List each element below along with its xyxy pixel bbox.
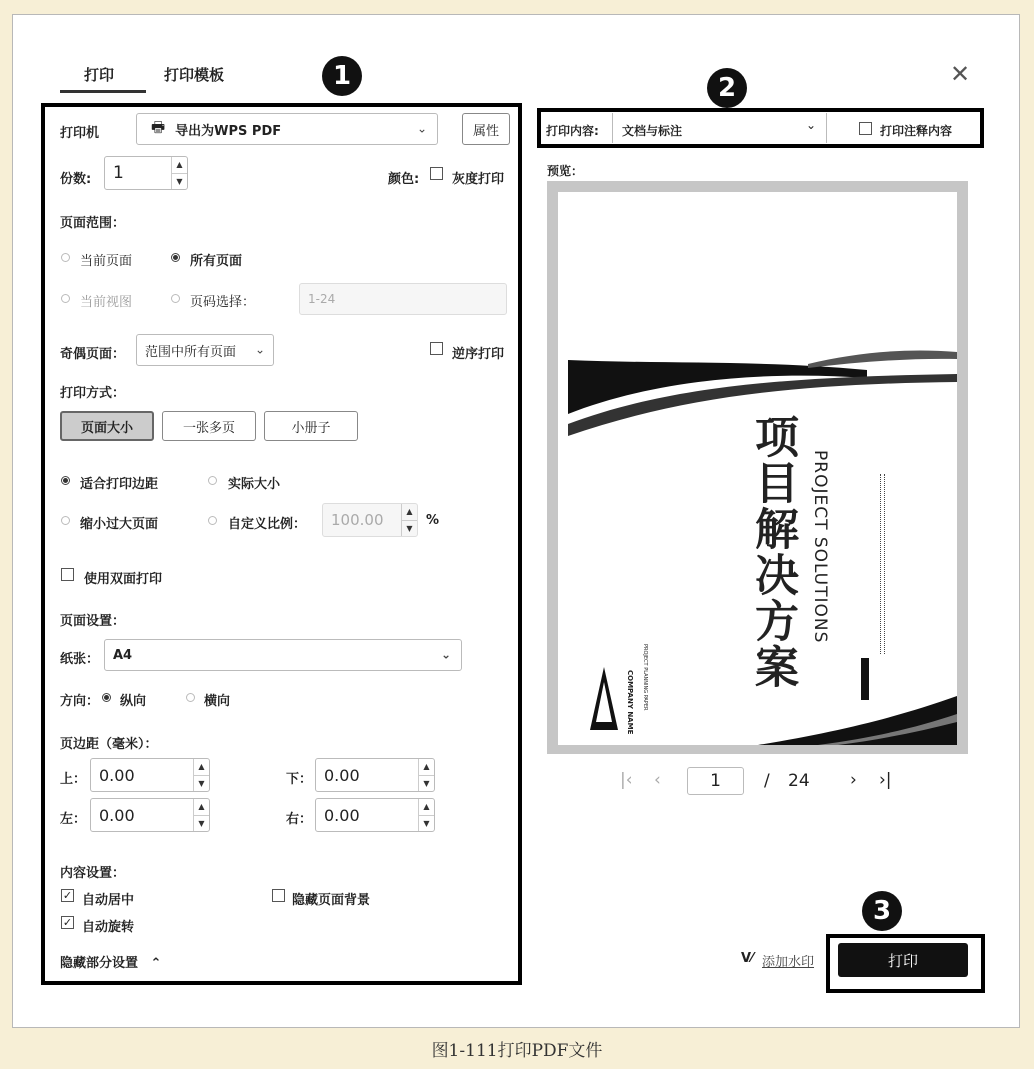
shrink-large-label: 缩小过大页面 — [80, 517, 159, 532]
paper-label: 纸张： — [60, 652, 100, 667]
settings-highlight-box — [41, 103, 522, 985]
fit-margins-label: 适合打印边距 — [80, 477, 159, 492]
margin-bottom-label: 下： — [286, 772, 313, 787]
multi-page-button[interactable]: 一张多页 — [162, 411, 256, 441]
add-watermark-link[interactable]: 添加水印 — [762, 955, 815, 970]
chevron-down-icon: ⌄ — [416, 121, 427, 136]
custom-scale-label: 自定义比例： — [228, 517, 307, 532]
margin-bottom-spin[interactable]: ▲ ▼ — [418, 759, 434, 791]
page-total: 24 — [788, 771, 810, 791]
content-settings-heading: 内容设置： — [60, 866, 126, 881]
watermark-icon: V⁄ — [741, 951, 754, 966]
portrait-radio[interactable] — [102, 693, 111, 702]
page-setup-heading: 页面设置： — [60, 614, 126, 629]
actual-size-radio[interactable] — [208, 476, 217, 485]
margin-right-value: 0.00 — [324, 805, 360, 825]
reverse-print-checkbox[interactable] — [430, 342, 443, 355]
marker-1: 1 — [322, 56, 362, 96]
margin-top-label: 上： — [60, 772, 87, 787]
print-annotations-label: 打印注释内容 — [880, 124, 953, 138]
page-select-input[interactable] — [299, 283, 507, 315]
margin-top-value: 0.00 — [99, 765, 135, 785]
odd-even-label: 奇偶页面： — [60, 347, 126, 362]
printer-value: 导出为WPS PDF — [175, 123, 282, 139]
margin-left-value: 0.00 — [99, 805, 135, 825]
page-number-value: 1 — [710, 771, 721, 791]
scale-stepper[interactable] — [322, 503, 418, 537]
page-select-placeholder: 1-24 — [308, 292, 336, 306]
cover-company: COMPANY NAME — [626, 670, 634, 735]
marker-2: 2 — [707, 68, 747, 108]
color-label: 颜色: — [388, 172, 420, 187]
current-view-radio[interactable] — [61, 294, 70, 303]
hide-background-label: 隐藏页面背景 — [292, 893, 371, 908]
paper-value: A4 — [113, 647, 133, 663]
page-size-button[interactable]: 页面大小 — [60, 411, 154, 441]
first-page-icon[interactable]: |‹ — [620, 770, 633, 790]
page-select-label: 页码选择： — [190, 295, 256, 310]
chevron-down-icon[interactable]: ⌄ — [806, 118, 817, 132]
portrait-label: 纵向 — [120, 694, 147, 709]
duplex-label: 使用双面打印 — [84, 572, 163, 587]
gray-print-label: 灰度打印 — [452, 172, 505, 187]
margin-right-stepper[interactable] — [315, 798, 435, 832]
margin-top-spin[interactable]: ▲ ▼ — [193, 759, 209, 791]
auto-rotate-checkbox[interactable]: ✓ — [62, 916, 73, 929]
margin-right-spin[interactable]: ▲ ▼ — [418, 799, 434, 831]
chevron-down-icon: ⌄ — [440, 647, 451, 662]
percent-label: % — [426, 513, 440, 528]
page-number-input[interactable] — [687, 767, 744, 795]
hide-section-toggle[interactable] — [60, 952, 161, 971]
gray-print-checkbox[interactable] — [430, 167, 443, 180]
figure-caption: 图1-111打印PDF文件 — [431, 1041, 603, 1061]
reverse-print-label: 逆序打印 — [452, 347, 505, 362]
print-button[interactable]: 打印 — [838, 943, 968, 977]
prev-page-icon[interactable]: ‹ — [654, 770, 661, 790]
paper-select[interactable] — [104, 639, 462, 671]
auto-rotate-label: 自动旋转 — [82, 920, 135, 935]
print-content-divider — [612, 113, 613, 143]
page-select-radio[interactable] — [171, 294, 180, 303]
duplex-checkbox[interactable] — [61, 568, 74, 581]
actual-size-label: 实际大小 — [228, 477, 281, 492]
margin-bottom-stepper[interactable] — [315, 758, 435, 792]
print-content-select[interactable]: 文档与标注 — [622, 124, 683, 138]
cover-title-cn: 项目解决方案 — [747, 414, 798, 690]
scale-value: 100.00 — [331, 511, 384, 529]
printer-select[interactable] — [136, 113, 438, 145]
margins-heading: 页边距（毫米）： — [60, 737, 158, 752]
tab-print-template[interactable]: 打印模板 — [164, 66, 225, 84]
chevron-up-icon: ⌃ — [150, 956, 162, 971]
page-separator: / — [764, 771, 770, 791]
marker-3: 3 — [862, 891, 902, 931]
current-view-label: 当前视图 — [80, 295, 133, 310]
copies-stepper[interactable] — [104, 156, 188, 190]
scale-spin[interactable]: ▲ ▼ — [401, 504, 417, 536]
page-range-heading: 页面范围： — [60, 216, 126, 231]
landscape-label: 横向 — [204, 694, 231, 709]
current-page-radio[interactable] — [61, 253, 70, 262]
annotations-divider — [826, 113, 827, 143]
margin-left-spin[interactable]: ▲ ▼ — [193, 799, 209, 831]
printer-icon: 🖶 — [151, 117, 166, 136]
copies-spin[interactable]: ▲ ▼ — [171, 157, 187, 189]
chevron-down-icon: ⌄ — [254, 342, 265, 357]
orientation-label: 方向： — [60, 694, 100, 709]
odd-even-value: 范围中所有页面 — [145, 344, 237, 360]
cover-title-en: PROJECT SOLUTIONS — [810, 450, 830, 644]
printer-label: 打印机 — [60, 126, 100, 141]
odd-even-select[interactable] — [136, 334, 274, 366]
print-annotations-checkbox[interactable] — [859, 122, 872, 135]
print-mode-heading: 打印方式： — [60, 386, 126, 401]
cover-body-text — [876, 474, 896, 704]
tab-print[interactable]: 打印 — [84, 66, 115, 84]
margin-left-stepper[interactable] — [90, 798, 210, 832]
copies-value: 1 — [113, 163, 124, 183]
close-icon[interactable]: ✕ — [950, 60, 971, 88]
margin-bottom-value: 0.00 — [324, 765, 360, 785]
auto-center-checkbox[interactable]: ✓ — [62, 889, 73, 902]
preview-label: 预览： — [547, 164, 584, 178]
margin-left-label: 左： — [60, 812, 87, 827]
cover-company-sub: PROJECT PLANNING PAPER — [642, 644, 648, 711]
hide-section-label: 隐藏部分设置 — [60, 956, 139, 971]
margin-top-stepper[interactable] — [90, 758, 210, 792]
all-pages-label: 所有页面 — [190, 254, 243, 269]
next-page-icon[interactable]: › — [850, 770, 857, 790]
custom-scale-radio[interactable] — [208, 516, 217, 525]
landscape-radio[interactable] — [186, 693, 195, 702]
hide-background-checkbox[interactable] — [272, 889, 285, 902]
tab-print-underline — [60, 90, 146, 93]
fit-margins-radio[interactable] — [61, 476, 70, 485]
margin-right-label: 右： — [286, 812, 313, 827]
booklet-button[interactable]: 小册子 — [264, 411, 358, 441]
current-page-label: 当前页面 — [80, 254, 133, 269]
copies-label: 份数: — [60, 172, 92, 187]
last-page-icon[interactable]: ›| — [879, 770, 892, 790]
all-pages-radio[interactable] — [171, 253, 180, 262]
auto-center-label: 自动居中 — [82, 893, 135, 908]
properties-button[interactable]: 属性 — [462, 113, 510, 145]
preview-page — [558, 192, 957, 745]
shrink-large-radio[interactable] — [61, 516, 70, 525]
print-content-label: 打印内容: — [546, 124, 599, 138]
